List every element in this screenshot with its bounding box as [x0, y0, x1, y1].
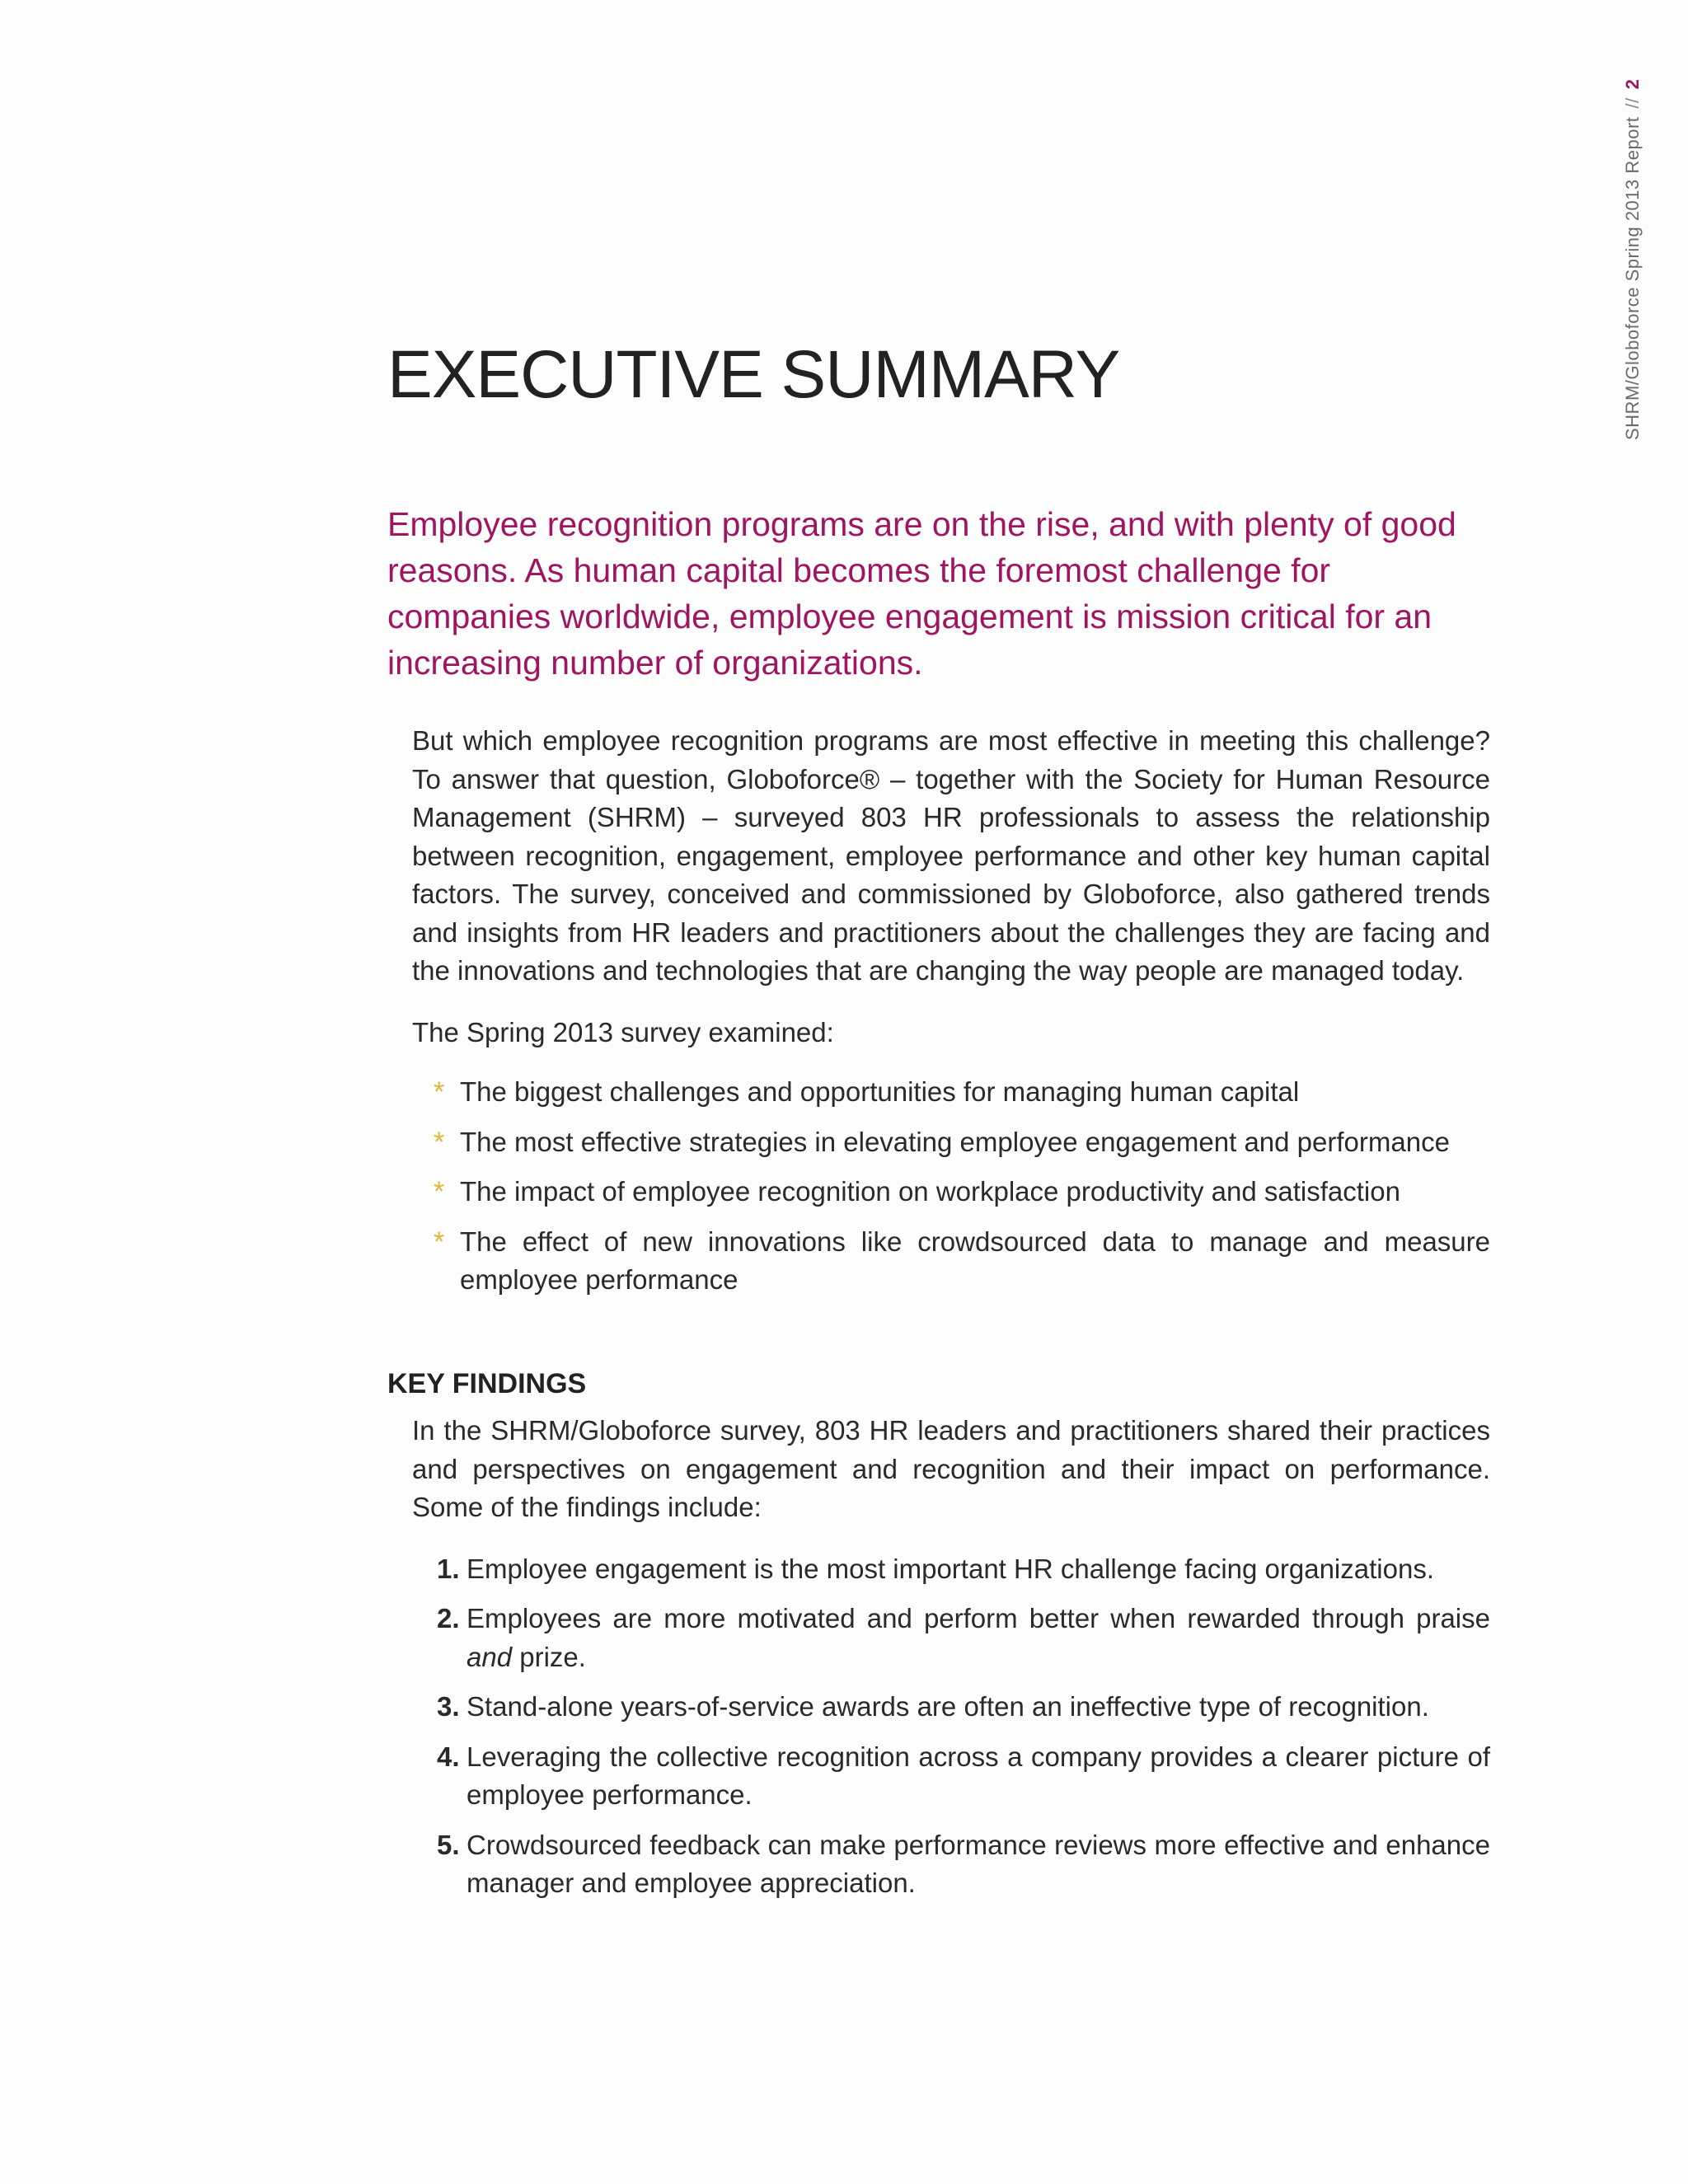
finding-number: 1. [437, 1553, 460, 1584]
finding-number: 2. [437, 1603, 460, 1633]
intro-paragraph: But which employee recognition programs are most effective in meeting this challenge? To answer that question, Globoforce® – together with the Society for Human Resource Management (SHRM) – surveyed 803 HR professionals to assess the relationship between recognition, engagement, employee performance and other key human capital factors. The survey, conceived and commissioned by Globoforce, also gathered trends and insights from HR leaders and practitioners about the challenges they are facing and the innovations and technologies that are changing the way people are managed today. [412, 725, 1490, 986]
finding-item [437, 1600, 1490, 1676]
finding-number: 4. [437, 1741, 460, 1772]
star-bullet-icon: * [434, 1226, 445, 1258]
key-findings-section [412, 1412, 1490, 1915]
finding-text: Leveraging the collective recognition across a company provides a clearer picture of employee performance. [467, 1741, 1490, 1810]
finding-item [437, 1550, 1490, 1589]
star-bullet-icon: * [434, 1176, 445, 1207]
list-item [434, 1123, 1490, 1162]
finding-text-part: prize. [512, 1641, 586, 1672]
intro-section [412, 722, 1490, 1311]
finding-text: Crowdsourced feedback can make performance reviews more effective and enhance manager and employee appreciation. [467, 1829, 1490, 1898]
survey-examined-paragraph: The Spring 2013 survey examined: [412, 1016, 834, 1047]
star-bullet-icon: * [434, 1126, 445, 1158]
star-bullet-icon: * [434, 1076, 445, 1108]
list-item-text: The biggest challenges and opportunities for managing human capital [460, 1076, 1300, 1107]
running-head-separator: // [1622, 97, 1643, 109]
list-item-text: The impact of employee recognition on workplace productivity and satisfaction [460, 1176, 1400, 1207]
finding-item [437, 1688, 1490, 1727]
running-head-text: SHRM/Globoforce Spring 2013 Report [1622, 116, 1643, 440]
finding-item [437, 1826, 1490, 1903]
finding-text: Employee engagement is the most important HR challenge facing organizations. [467, 1553, 1434, 1584]
list-item-text: The effect of new innovations like crowdsourced data to manage and measure employee performance [460, 1226, 1490, 1295]
page-title: EXECUTIVE SUMMARY [387, 337, 1120, 412]
finding-item [437, 1738, 1490, 1815]
list-item-text: The most effective strategies in elevating employee engagement and performance [460, 1126, 1450, 1157]
key-findings-heading: KEY FINDINGS [387, 1368, 587, 1399]
survey-topics-list [412, 1073, 1490, 1300]
page-number: 2 [1622, 78, 1643, 90]
finding-text-part: Employees are more motivated and perform better when rewarded through praise [467, 1603, 1490, 1633]
finding-number: 5. [437, 1829, 460, 1860]
list-item [434, 1173, 1490, 1212]
list-item [434, 1223, 1490, 1300]
findings-list [412, 1550, 1490, 1903]
list-item [434, 1073, 1490, 1112]
finding-number: 3. [437, 1691, 460, 1722]
lead-paragraph: Employee recognition programs are on the rise, and with plenty of good reasons. As human capital becomes the foremost challenge for companies worldwide, employee engagement is mission critical for an increasing number of organizations. [387, 505, 1456, 682]
finding-text: Stand-alone years-of-service awards are often an ineffective type of recognition. [467, 1691, 1429, 1722]
key-findings-intro: In the SHRM/Globoforce survey, 803 HR leaders and practitioners shared their practices and perspectives on engagement and recognition and their impact on performance. Some of the findings include: [412, 1415, 1490, 1522]
finding-emphasis: and [467, 1641, 513, 1672]
running-head [1622, 79, 1643, 440]
finding-text [467, 1600, 1490, 1676]
